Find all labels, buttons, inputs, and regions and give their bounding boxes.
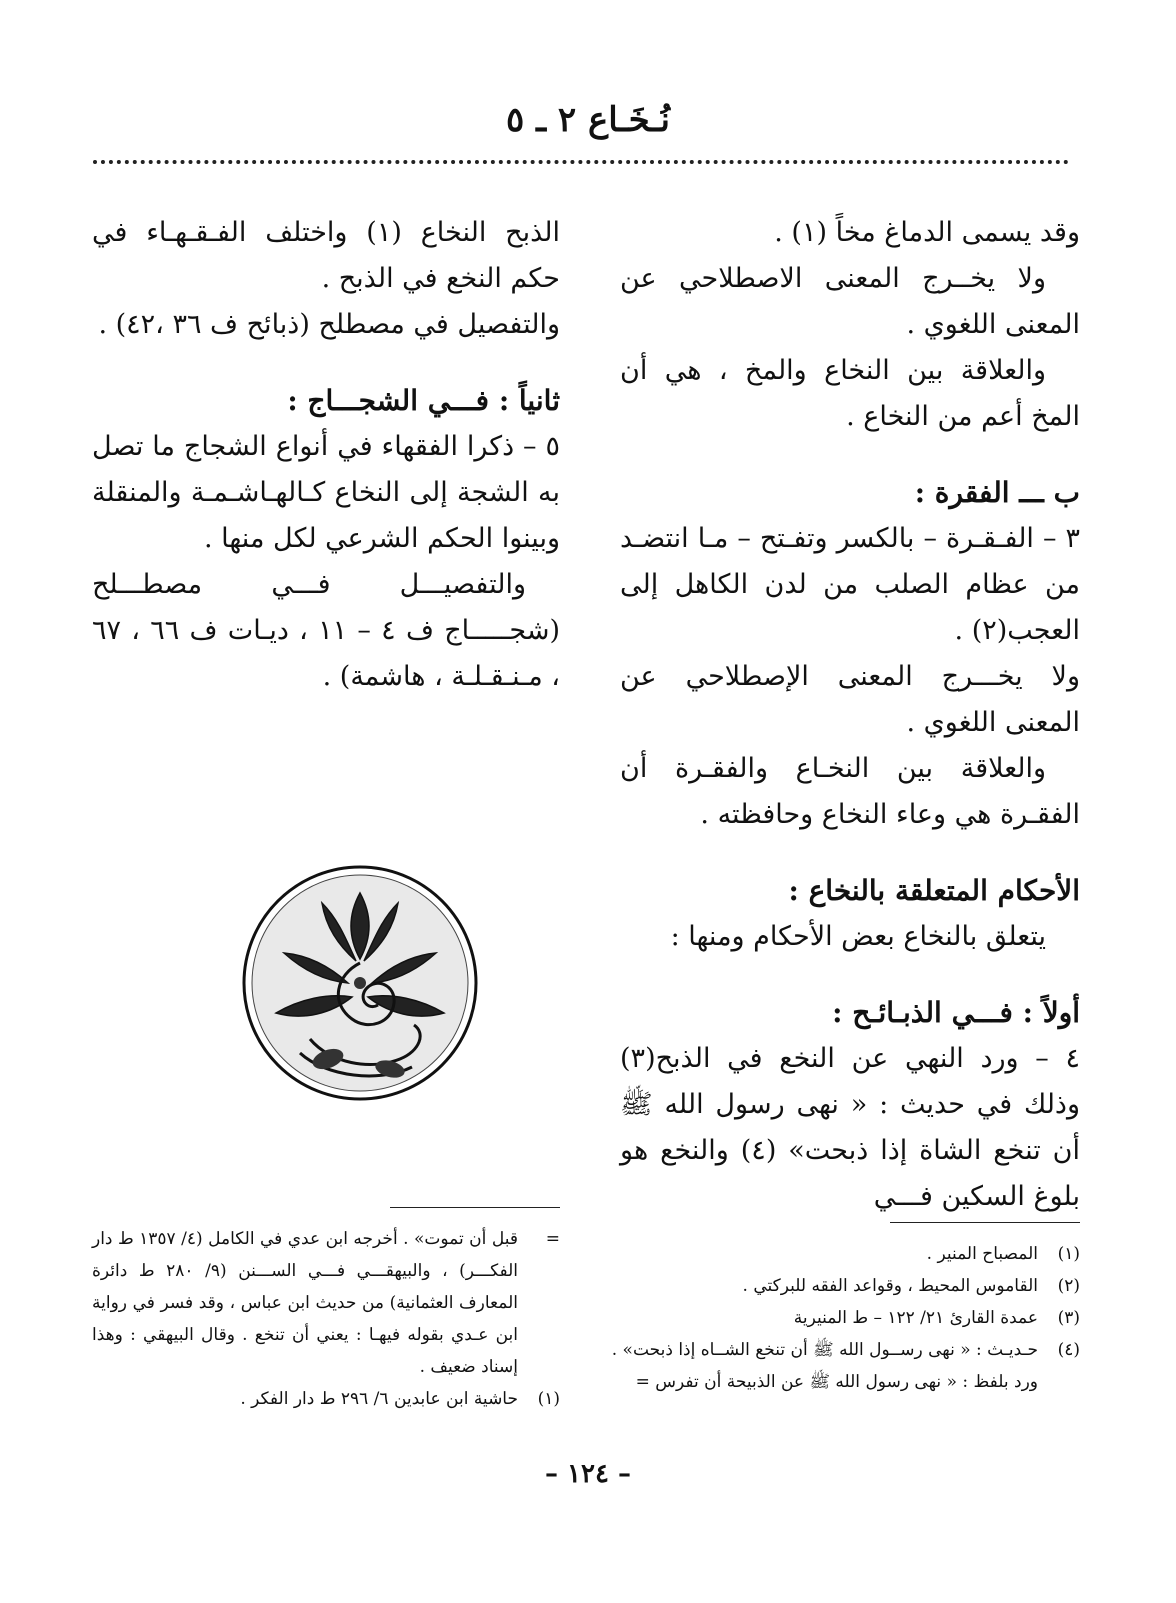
- footnotes-right: [605, 1238, 1080, 1398]
- continuation-mark: =: [545, 1229, 560, 1249]
- footnote-separator: [890, 1222, 1080, 1223]
- footnote-number: (٢): [1057, 1276, 1080, 1296]
- footnote: [605, 1334, 1080, 1366]
- footnote-text: القاموس المحيط ، وقواعد الفقه للبركتي .: [742, 1276, 1038, 1296]
- footnote: [605, 1270, 1080, 1302]
- section-heading: ب ـــ الفقرة :: [914, 476, 1080, 509]
- footnote-text: حـديـث : « نهى رســول الله ﷺ أن تنخع الشــاه إذا ذبحت» .: [611, 1340, 1038, 1360]
- footnote: [605, 1238, 1080, 1270]
- paragraph: ٤ – ورد النهي عن النخع في الذبح(٣) وذلك في حديث : « نهى رسول الله ﷺ أن تنخع الشاة إذا ذبحت» (٤) والنخع هو بلوغ السكين فـــي: [620, 1043, 1080, 1212]
- floral-ornament-icon: [240, 863, 480, 1103]
- paragraph: والتفصيـــل فـــي مصطـــلح (شجـــــاج ف ٤ – ١١ ، ديـات ف ٦٦ ، ٦٧ ، مـنـقـلـة ، هاشمة) .: [92, 569, 560, 692]
- footnote-text: قبل أن تموت» . أخرجه ابن عدي في الكامل (٤/ ١٣٥٧ ط دار الفكـــر) ، والبيهقـــي فـــي الســـنن (٩/ ٢٨٠ ط دائرة المعارف العثمانية) من حديث ابن عباس ، وقد فسر في رواية ابن عـدي بقوله فيهـا : يعني أن تنخع . وقال البيهقي : وهذا إسناد ضعيف .: [92, 1229, 518, 1377]
- footnote-number: (١): [1057, 1244, 1080, 1264]
- paragraph: والعلاقة بين النخـاع والفقـرة أن الفقـرة هي وعاء النخاع وحافظته .: [620, 753, 1080, 830]
- footnote-number: (٤): [1057, 1340, 1080, 1360]
- footnote: [92, 1223, 560, 1383]
- footnote-number: (٣): [1057, 1308, 1080, 1328]
- paragraph: ولا يخـــرج المعنى الإصطلاحي عن المعنى اللغوي .: [620, 661, 1080, 738]
- paragraph: الذبح النخاع (١) واختلف الفـقـهـاء في حكم النخع في الذبح .: [92, 217, 561, 294]
- paragraph: يتعلق بالنخاع بعض الأحكام ومنها :: [670, 921, 1046, 952]
- paragraph: والعلاقة بين النخاع والمخ ، هي أن المخ أعم من النخاع .: [620, 355, 1080, 432]
- footnote-number: (١): [537, 1389, 560, 1409]
- footnote-text: حاشية ابن عابدين ٦/ ٢٩٦ ط دار الفكر .: [240, 1389, 518, 1409]
- right-column: [620, 210, 1080, 1220]
- paragraph: ٥ – ذكرا الفقهاء في أنواع الشجاج ما تصل به الشجة إلى النخاع كـالهـاشـمـة والمنقلة وبينوا الحكم الشرعي لكل منها .: [92, 431, 560, 554]
- paragraph: والتفصيل في مصطلح (ذبائح ف ٣٦ ،٤٢) .: [98, 309, 560, 340]
- paragraph: ٣ – الفـقـرة – بالكسر وتفـتح – مـا انتضـد من عظام الصلب من لدن الكاهل إلى العجب(٢) .: [620, 523, 1080, 646]
- footnote-text: المصباح المنير .: [926, 1244, 1038, 1264]
- footnote: [605, 1302, 1080, 1334]
- page-header-title: نُـخَـاع ٢ ـ ٥: [506, 100, 670, 140]
- section-heading: ثانياً : فـــي الشجـــاج :: [287, 384, 560, 417]
- section-heading: الأحكام المتعلقة بالنخاع :: [788, 874, 1080, 907]
- section-heading: أولاً : فـــي الذبـائـح :: [832, 996, 1080, 1029]
- left-column: [92, 210, 560, 700]
- footnote: [92, 1383, 560, 1415]
- footnote-continuation: ورد بلفظ : « نهى رسول الله ﷺ عن الذبيحة أن تفرس =: [635, 1372, 1038, 1392]
- header-dotted-divider: [93, 160, 1069, 164]
- footnote-separator: [390, 1207, 560, 1208]
- footnotes-left: [92, 1223, 560, 1415]
- footnote-text: عمدة القارئ ٢١/ ١٢٢ – ط المنيرية: [793, 1308, 1038, 1328]
- page-number: – ١٢٤ –: [544, 1459, 632, 1489]
- paragraph: ولا يخــرج المعنى الاصطلاحي عن المعنى اللغوي .: [620, 263, 1080, 340]
- paragraph: وقد يسمى الدماغ مخاً (١) .: [774, 217, 1080, 248]
